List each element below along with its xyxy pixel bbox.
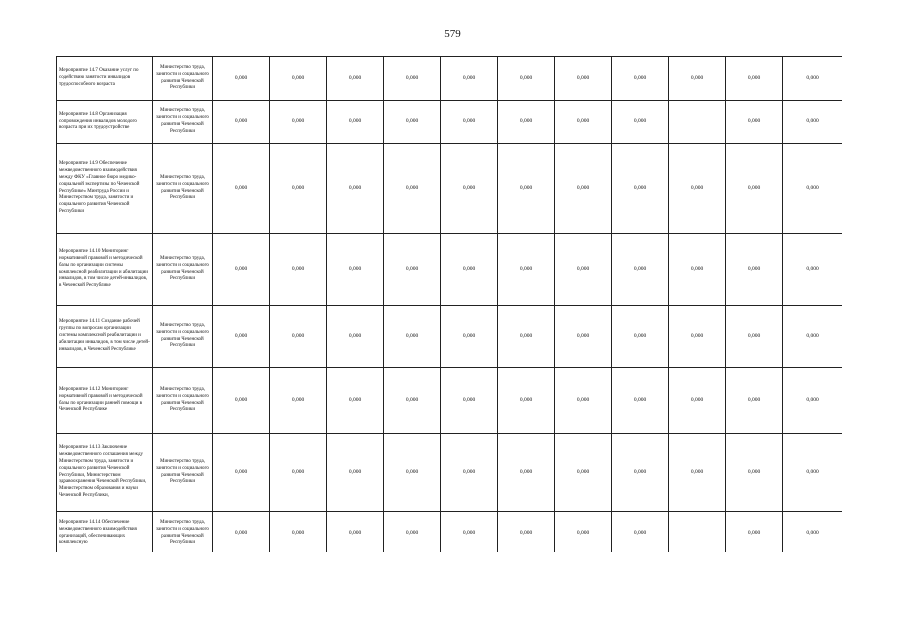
value-cell: 0,000 <box>726 144 783 234</box>
value-cell: 0,000 <box>612 306 669 368</box>
value-cell: 0,000 <box>270 57 327 101</box>
value-cell: 0,000 <box>498 512 555 553</box>
value-cell: 0,000 <box>327 368 384 434</box>
value-cell: 0,000 <box>270 434 327 512</box>
value-cell: 0,000 <box>213 368 270 434</box>
value-cell: 0,000 <box>555 144 612 234</box>
table-row <box>57 512 843 553</box>
value-cell: 0,000 <box>327 306 384 368</box>
value-cell: 0,000 <box>783 101 843 144</box>
event-name-cell: Мероприятие 14.13 Заключение межведомственного соглашения между Министерством труда, занятости и социального развития Чеченской Республики, Министерством здравоохранения Чеченской Республики, Министерством образования и науки Чеченской Республики, <box>57 434 153 512</box>
value-cell: 0,000 <box>270 306 327 368</box>
table-row <box>57 368 843 434</box>
value-cell: 0,000 <box>213 101 270 144</box>
executor-cell: Министерство труда, занятости и социального развития Чеченской Республики <box>153 57 213 101</box>
value-cell: 0,000 <box>669 306 726 368</box>
page-number: 579 <box>444 28 461 40</box>
value-cell: 0,000 <box>555 57 612 101</box>
value-cell: 0,000 <box>213 144 270 234</box>
executor-cell: Министерство труда, занятости и социального развития Чеченской Республики <box>153 306 213 368</box>
value-cell: 0,000 <box>498 306 555 368</box>
value-cell: 0,000 <box>384 101 441 144</box>
value-cell: 0,000 <box>555 101 612 144</box>
value-cell: 0,000 <box>726 101 783 144</box>
value-cell: 0,000 <box>555 306 612 368</box>
value-cell: 0,000 <box>327 234 384 306</box>
value-cell: 0,000 <box>783 434 843 512</box>
value-cell: 0,000 <box>441 57 498 101</box>
executor-cell: Министерство труда, занятости и социального развития Чеченской Республики <box>153 144 213 234</box>
value-cell: 0,000 <box>327 57 384 101</box>
value-cell: 0,000 <box>555 434 612 512</box>
value-cell: 0,000 <box>612 434 669 512</box>
value-cell: 0,000 <box>384 144 441 234</box>
event-name-cell: Мероприятие 14.11 Создание рабочей группы по вопросам организации системы комплексной реабилитации и абилитации инвалидов, в том числе детей-инвалидов, в Чеченской Республике <box>57 306 153 368</box>
event-name-cell: Мероприятие 14.12 Мониторинг нормативной правовой и методической базы по организации ранней помощи в Чеченской Республике <box>57 368 153 434</box>
value-cell <box>669 512 726 553</box>
value-cell: 0,000 <box>498 57 555 101</box>
value-cell: 0,000 <box>669 368 726 434</box>
value-cell: 0,000 <box>726 434 783 512</box>
value-cell: 0,000 <box>213 306 270 368</box>
table-row <box>57 306 843 368</box>
value-cell: 0,000 <box>270 368 327 434</box>
value-cell: 0,000 <box>384 368 441 434</box>
table-row <box>57 57 843 101</box>
value-cell: 0,000 <box>555 368 612 434</box>
value-cell: 0,000 <box>783 368 843 434</box>
value-cell: 0,000 <box>498 144 555 234</box>
value-cell: 0,000 <box>612 368 669 434</box>
table-row <box>57 234 843 306</box>
value-cell: 0,000 <box>384 234 441 306</box>
value-cell <box>669 101 726 144</box>
value-cell: 0,000 <box>213 234 270 306</box>
value-cell: 0,000 <box>669 234 726 306</box>
value-cell: 0,000 <box>441 144 498 234</box>
value-cell: 0,000 <box>270 144 327 234</box>
table-body <box>57 57 843 553</box>
value-cell: 0,000 <box>726 306 783 368</box>
value-cell: 0,000 <box>555 234 612 306</box>
value-cell: 0,000 <box>213 434 270 512</box>
value-cell: 0,000 <box>555 512 612 553</box>
value-cell: 0,000 <box>270 101 327 144</box>
value-cell: 0,000 <box>441 434 498 512</box>
value-cell: 0,000 <box>498 101 555 144</box>
value-cell: 0,000 <box>498 434 555 512</box>
event-name-cell: Мероприятие 14.9 Обеспечение межведомственного взаимодействия между ФКУ «Главное бюро медико-социальной экспертизы по Чеченской Республике» Минтруда России и Министерством труда, занятости и социального развития Чеченской Республики <box>57 144 153 234</box>
table-row <box>57 101 843 144</box>
value-cell: 0,000 <box>612 57 669 101</box>
event-name-cell: Мероприятие 14.8 Организация сопровождения инвалидов молодого возраста при их трудоустройстве <box>57 101 153 144</box>
value-cell: 0,000 <box>726 368 783 434</box>
value-cell: 0,000 <box>384 306 441 368</box>
value-cell: 0,000 <box>327 144 384 234</box>
value-cell: 0,000 <box>384 434 441 512</box>
executor-cell: Министерство труда, занятости и социального развития Чеченской Республики <box>153 101 213 144</box>
event-name-cell: Мероприятие 14.14 Обеспечение межведомственного взаимодействия организаций, обеспечивающих комплексную <box>57 512 153 553</box>
value-cell: 0,000 <box>726 234 783 306</box>
value-cell: 0,000 <box>498 234 555 306</box>
value-cell: 0,000 <box>441 306 498 368</box>
value-cell: 0,000 <box>441 512 498 553</box>
value-cell: 0,000 <box>213 512 270 553</box>
value-cell: 0,000 <box>270 234 327 306</box>
value-cell: 0,000 <box>669 144 726 234</box>
value-cell: 0,000 <box>327 512 384 553</box>
value-cell: 0,000 <box>783 144 843 234</box>
table-row <box>57 434 843 512</box>
event-name-cell: Мероприятие 14.10 Мониторинг нормативной правовой и методической базы по организации системы комплексной реабилитации и абилитации инвалидов, в том числе детей-инвалидов, в Чеченской Республике <box>57 234 153 306</box>
value-cell: 0,000 <box>441 368 498 434</box>
value-cell: 0,000 <box>783 234 843 306</box>
table-row <box>57 144 843 234</box>
value-cell: 0,000 <box>783 57 843 101</box>
value-cell: 0,000 <box>498 368 555 434</box>
value-cell: 0,000 <box>726 57 783 101</box>
value-cell: 0,000 <box>669 57 726 101</box>
value-cell: 0,000 <box>612 144 669 234</box>
value-cell: 0,000 <box>726 512 783 553</box>
value-cell: 0,000 <box>327 101 384 144</box>
executor-cell: Министерство труда, занятости и социального развития Чеченской Республики <box>153 512 213 553</box>
executor-cell: Министерство труда, занятости и социального развития Чеченской Республики <box>153 368 213 434</box>
value-cell: 0,000 <box>327 434 384 512</box>
event-name-cell: Мероприятие 14.7 Оказание услуг по содействию занятости инвалидов трудоспособного возраста <box>57 57 153 101</box>
value-cell: 0,000 <box>612 101 669 144</box>
value-cell: 0,000 <box>441 234 498 306</box>
value-cell: 0,000 <box>669 434 726 512</box>
budget-table-container <box>56 56 842 552</box>
value-cell: 0,000 <box>213 57 270 101</box>
executor-cell: Министерство труда, занятости и социального развития Чеченской Республики <box>153 234 213 306</box>
value-cell: 0,000 <box>270 512 327 553</box>
value-cell: 0,000 <box>783 512 843 553</box>
value-cell: 0,000 <box>783 306 843 368</box>
value-cell: 0,000 <box>441 101 498 144</box>
executor-cell: Министерство труда, занятости и социального развития Чеченской Республики <box>153 434 213 512</box>
value-cell: 0,000 <box>384 57 441 101</box>
budget-table <box>56 56 842 552</box>
value-cell: 0,000 <box>612 512 669 553</box>
value-cell: 0,000 <box>612 234 669 306</box>
value-cell: 0,000 <box>384 512 441 553</box>
